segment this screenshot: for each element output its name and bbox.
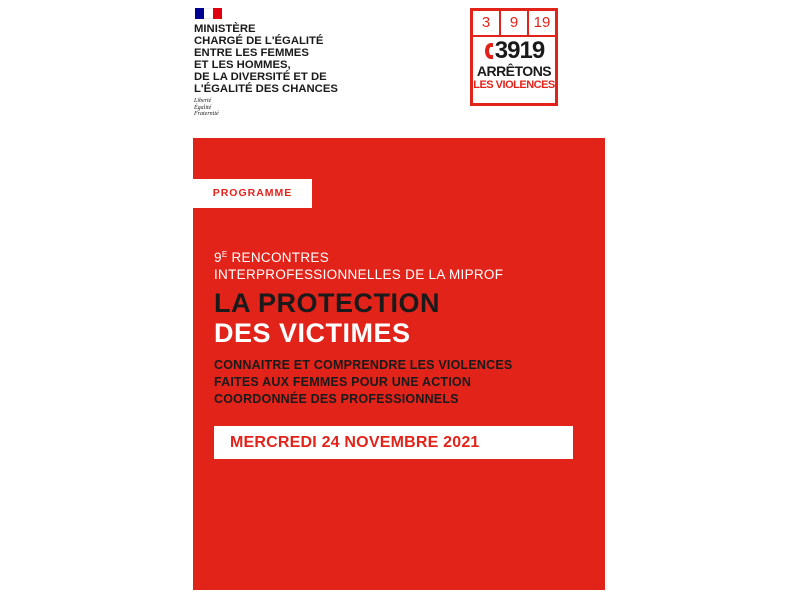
hotline-digit: 3 (473, 11, 499, 35)
event-date: MERCREDI 24 NOVEMBRE 2021 (214, 426, 573, 459)
hotline-3919-logo (470, 8, 558, 106)
hotline-slogan-line2: LES VIOLENCES (473, 79, 555, 91)
ministry-line: MINISTÈRE (194, 23, 256, 35)
subtitle-line: FAITES AUX FEMMES POUR UNE ACTION (214, 375, 472, 389)
programme-tag: PROGRAMME (193, 179, 312, 208)
ministry-logo (194, 8, 394, 118)
motto-line: Fraternité (194, 111, 219, 117)
hotline-slogan-line1: ARRÊTONS (476, 63, 552, 79)
title-line1: LA PROTECTION (214, 288, 440, 318)
ministry-line: L'ÉGALITÉ DES CHANCES (194, 83, 338, 95)
hotline-number-row (473, 39, 555, 63)
hotline-body (473, 37, 555, 103)
subtitle (214, 357, 512, 408)
ministry-line: CHARGÉ DE L'ÉGALITÉ (194, 35, 324, 47)
subtitle-line: CONNAITRE ET COMPRENDRE LES VIOLENCES (214, 358, 513, 372)
subtitle-line: COORDONNÉE DES PROFESSIONNELS (214, 392, 459, 406)
hotline-digits (473, 11, 555, 35)
phone-icon (484, 42, 494, 60)
edition-rest: RENCONTRES (227, 250, 330, 265)
edition-number: 9 (214, 250, 222, 265)
edition-heading (214, 246, 503, 283)
title-line2: DES VICTIMES (214, 318, 411, 348)
motto-line: Égalité (194, 104, 212, 111)
ministry-line: ENTRE LES FEMMES (194, 47, 309, 59)
republic-motto (194, 98, 394, 118)
edition-suffix: E (221, 250, 228, 259)
edition-line2: INTERPROFESSIONNELLES DE LA MIPROF (214, 267, 504, 282)
motto-line: Liberté (194, 98, 212, 104)
french-flag-icon (195, 8, 222, 19)
ministry-name (194, 23, 394, 95)
hotline-digit: 19 (529, 11, 555, 35)
cover-panel (193, 138, 605, 590)
edition-line1 (214, 246, 503, 266)
ministry-line: DE LA DIVERSITÉ ET DE (194, 71, 327, 83)
main-title (214, 288, 440, 348)
ministry-line: ET LES HOMMES, (194, 59, 291, 71)
hotline-number: 3919 (494, 37, 545, 64)
hotline-digit: 9 (501, 11, 527, 35)
